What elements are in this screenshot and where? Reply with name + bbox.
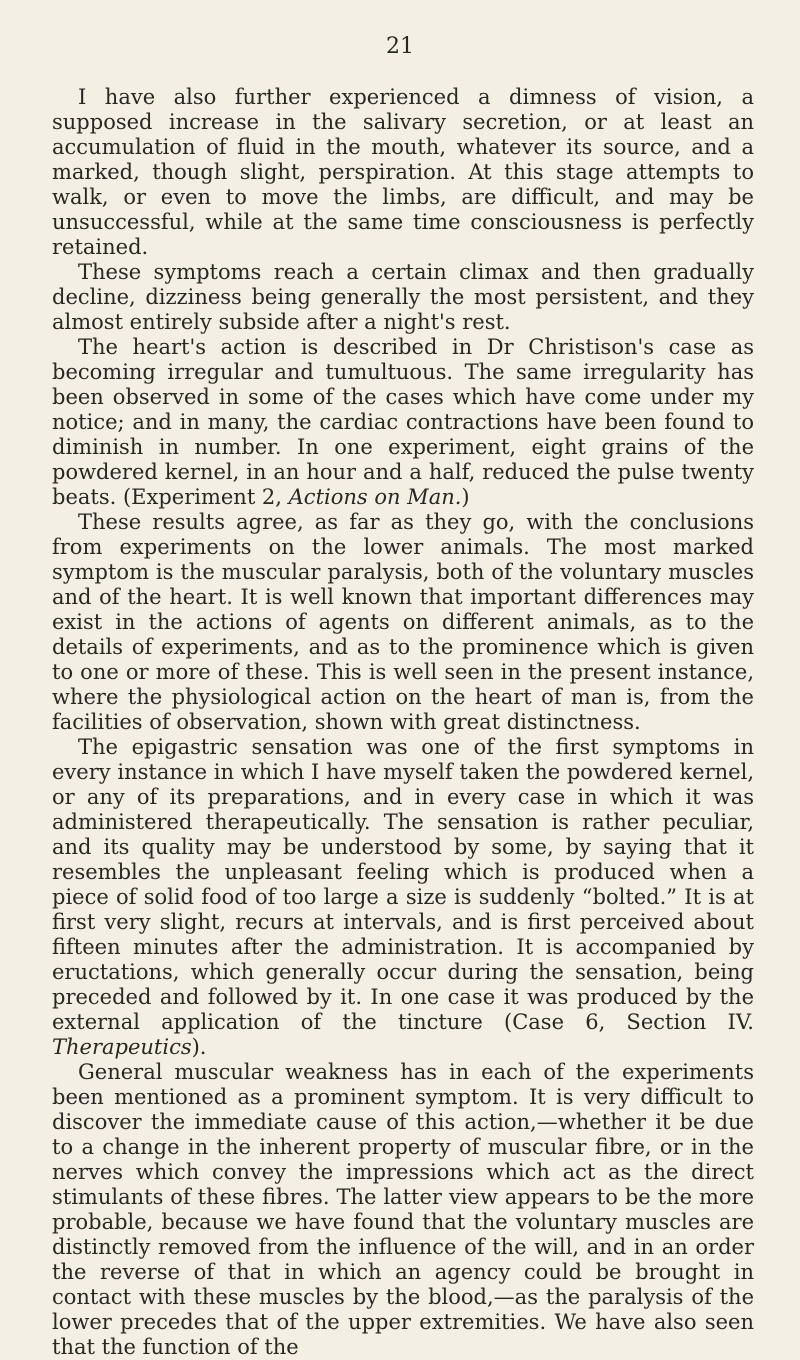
paragraph-1: I have also further experienced a dimness of vision, a supposed increase in the salivary secretion, or at least an accumulation of fluid in the mouth, whatever its source, and a marked, though slight, perspiration. At this stage attempts to walk, or even to move the limbs, are difficult, and may be unsuccessful, while at the same time consciousness is perfectly retained.: [52, 85, 754, 259]
paragraph-6: General muscular weakness has in each of the experiments been mentioned as a prominent symptom. It is very difficult to discover the immediate cause of this action,—whether it be due to a change in the inherent property of muscular fibre, or in the nerves which convey the impressions which act as the direct stimulants of these fibres. The latter view appears to be the more probable, because we have found that the voluntary muscles are distinctly removed from the influence of the will, and in an order the reverse of that in which an agency could be brought in contact with these muscles by the blood,—as the paralysis of the lower precedes that of the upper extremities. We have also seen that the function of the: [52, 1060, 754, 1359]
paragraph-4: These results agree, as far as they go, with the conclusions from experiments on the lower animals. The most marked symptom is the muscular paralysis, both of the voluntary muscles and of the heart. It is well known that important differences may exist in the actions of agents on different animals, as to the details of experiments, and as to the prominence which is given to one or more of these. This is well seen in the present instance, where the physiological action on the heart of man is, from the facilities of observation, shown with great distinctness.: [52, 510, 754, 734]
paragraph-3: [52, 335, 754, 510]
paragraph-3-close: ): [461, 485, 470, 509]
paragraph-5-close: ).: [191, 1035, 207, 1059]
paragraph-3-citation: Actions on Man.: [288, 485, 462, 509]
paragraph-5: [52, 735, 754, 1060]
paragraph-5-text: The epigastric sensation was one of the first symptoms in every instance in which I have myself taken the powdered kernel, or any of its preparations, and in every case in which it was administered therapeutically. The sensation is rather peculiar, and its quality may be understood by some, by saying that it resembles the unpleasant feeling which is produced when a piece of solid food of too large a size is suddenly “bolted.” It is at first very slight, recurs at intervals, and is first perceived about fifteen minutes after the administration. It is accompanied by eructations, which generally occur during the sensation, being preceded and followed by it. In one case it was produced by the external application of the tincture (Case 6, Section IV.: [52, 735, 754, 1034]
body-text: [52, 85, 754, 1360]
paragraph-2: These symptoms reach a certain climax and then gradually decline, dizziness being generally the most persistent, and they almost entirely subside after a night's rest.: [52, 260, 754, 334]
paragraph-3-text: The heart's action is described in Dr Christison's case as becoming irregular and tumultuous. The same irregularity has been observed in some of the cases which have come under my notice; and in many, the cardiac contractions have been found to diminish in number. In one experiment, eight grains of the powdered kernel, in an hour and a half, reduced the pulse twenty beats. (Experiment 2,: [52, 335, 754, 509]
paragraph-5-citation: Therapeutics: [52, 1035, 192, 1059]
page-number: 21: [386, 34, 414, 59]
